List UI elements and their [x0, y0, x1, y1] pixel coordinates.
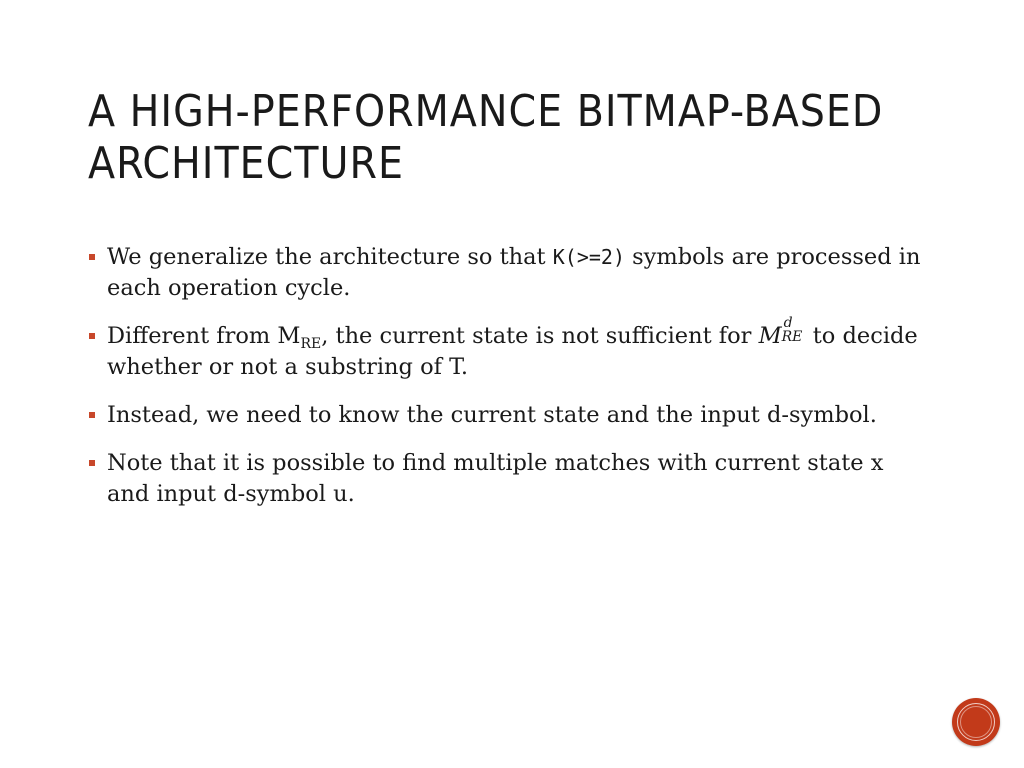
bullet-2-text-1: Different from M — [107, 323, 301, 349]
bullet-1-text-1: We generalize the architecture so that — [107, 244, 553, 270]
math-expression — [758, 315, 804, 352]
bullet-2-subscript: RE — [300, 336, 322, 352]
bullet-3-text: Instead, we need to know the current state and the input d-symbol. — [107, 402, 877, 428]
math-base: M — [758, 323, 782, 349]
bullet-1-text-2: symbols are processed in each operation cycle. — [107, 244, 921, 301]
bullet-list — [88, 242, 928, 527]
slide-top-edge — [0, 0, 1024, 6]
math-scripts: d RE — [781, 315, 803, 345]
badge-ring-inner — [960, 706, 992, 738]
bullet-2-text-3: to decide whether or not a substring of T. — [107, 323, 918, 380]
bullet-item-1 — [88, 242, 928, 304]
square-bullet-icon — [89, 333, 95, 339]
bullet-item-4 — [88, 448, 928, 510]
circle-badge-icon — [952, 698, 1000, 746]
bullet-1-code: K(>=2) — [552, 245, 625, 269]
bullet-2-text-2: , the current state is not sufficient for — [321, 323, 759, 349]
square-bullet-icon — [89, 460, 95, 466]
bullet-item-3 — [88, 400, 928, 431]
slide-title: A HIGH-PERFORMANCE BITMAP-BASED ARCHITECTURE — [88, 86, 884, 189]
square-bullet-icon — [89, 412, 95, 418]
bullet-4-text: Note that it is possible to find multiple matches with current state x and input d-symbol u. — [107, 450, 884, 507]
bullet-item-2 — [88, 315, 928, 383]
square-bullet-icon — [89, 254, 95, 260]
